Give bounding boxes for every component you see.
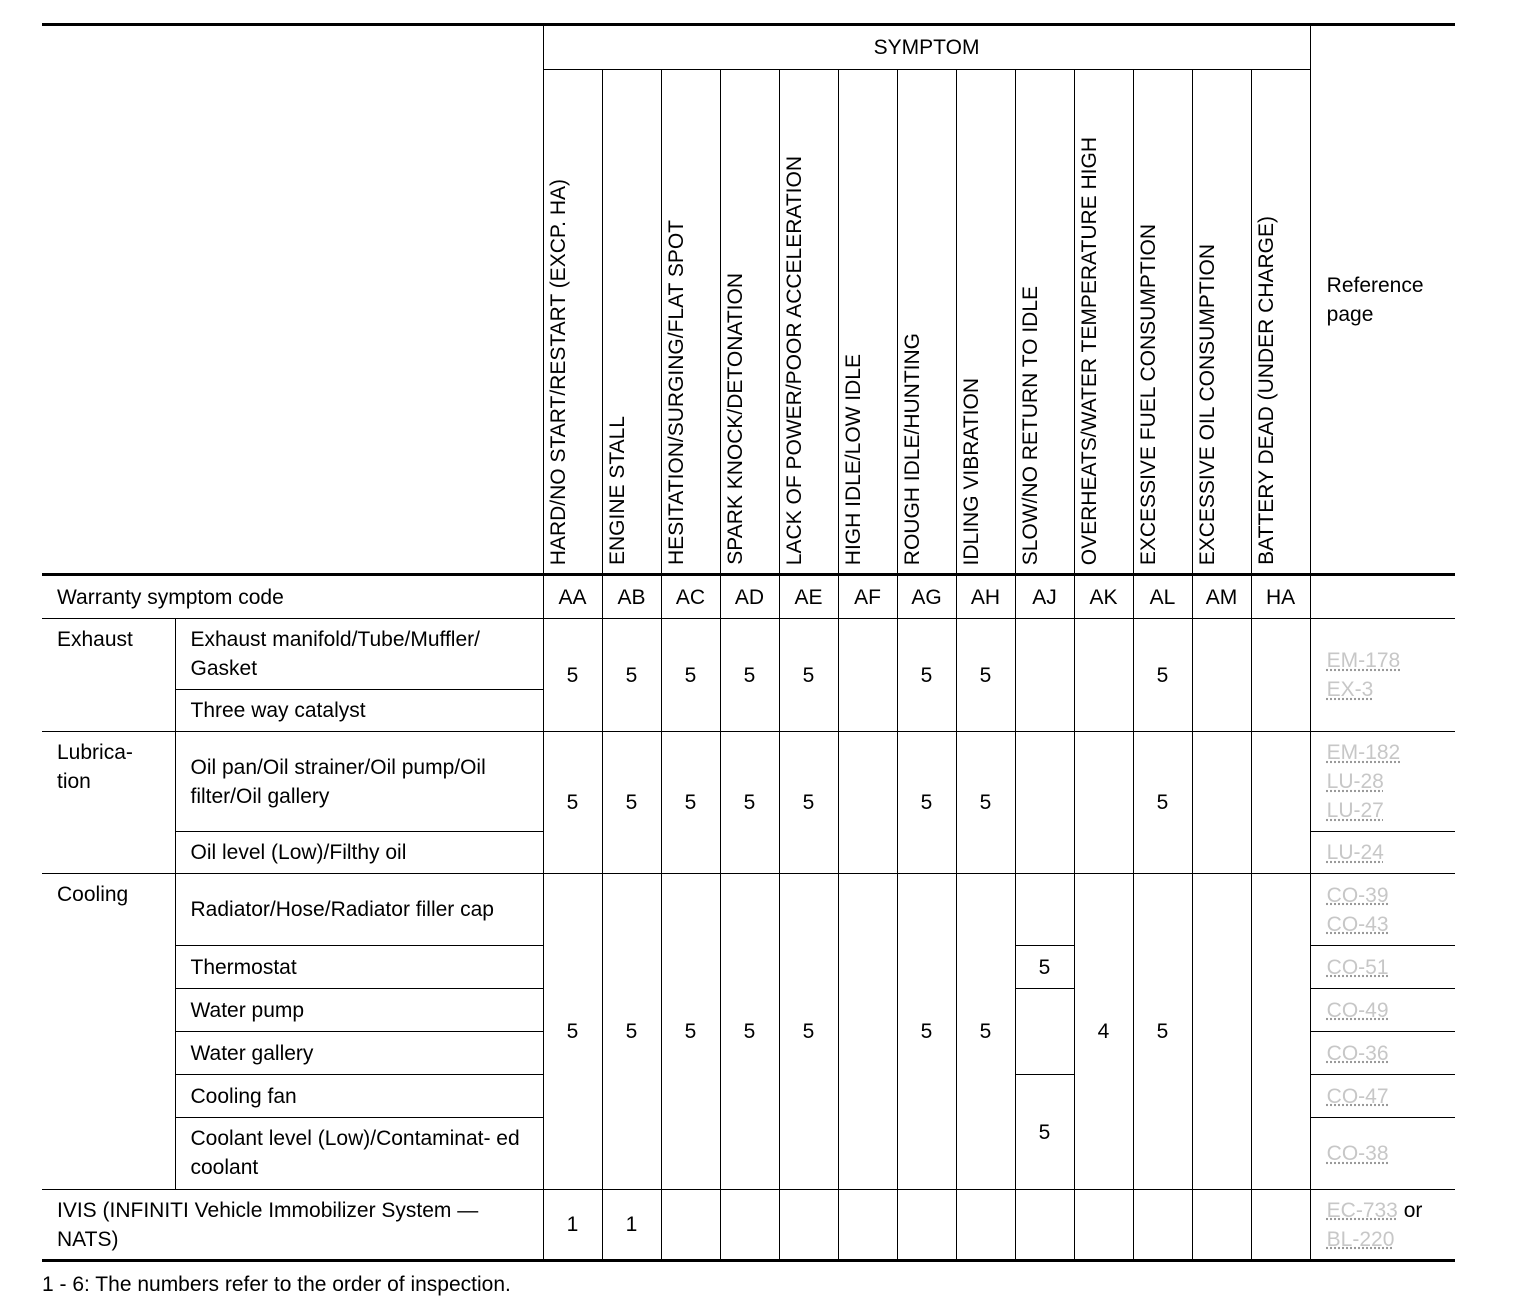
- ref-water-gallery: [1310, 1032, 1455, 1075]
- value-cell: [1251, 619, 1310, 732]
- value-cell-aj-radiator: [1015, 874, 1074, 946]
- value-cell: 4: [1074, 874, 1133, 1190]
- value-cell: [1074, 619, 1133, 732]
- value-cell: [1074, 1190, 1133, 1261]
- value-cell: 5: [1133, 619, 1192, 732]
- value-cell: 5: [661, 732, 720, 874]
- value-cell: 5: [779, 732, 838, 874]
- code-cell: AM: [1192, 575, 1251, 619]
- code-cell: AG: [897, 575, 956, 619]
- value-cell: [1192, 732, 1251, 874]
- ref-exhaust: [1310, 619, 1455, 732]
- value-cell: [838, 1190, 897, 1261]
- value-cell: [897, 1190, 956, 1261]
- code-cell: AK: [1074, 575, 1133, 619]
- footnote: 1 - 6: The numbers refer to the order of inspection.: [42, 1273, 511, 1296]
- group-cooling: Cooling: [42, 874, 175, 1190]
- ref-link[interactable]: EC-733: [1326, 1198, 1398, 1222]
- value-cell: [661, 1190, 720, 1261]
- ref-link[interactable]: CO-36: [1326, 1041, 1389, 1065]
- symptom-header-ab: ENGINE STALL: [602, 70, 661, 575]
- ref-water-pump: [1310, 989, 1455, 1032]
- value-cell: 5: [543, 732, 602, 874]
- value-cell: 5: [661, 874, 720, 1190]
- value-cell: [1015, 732, 1074, 874]
- value-cell: [1015, 1190, 1074, 1261]
- code-cell: AD: [720, 575, 779, 619]
- item-oil-level: Oil level (Low)/Filthy oil: [175, 832, 543, 874]
- symptom-table: [42, 23, 1455, 1262]
- value-cell: 5: [956, 732, 1015, 874]
- ref-link[interactable]: EM-182: [1326, 741, 1401, 764]
- ref-link[interactable]: CO-47: [1326, 1084, 1389, 1108]
- group-ivis: IVIS (INFINITI Vehicle Immobilizer System — NATS): [42, 1190, 543, 1261]
- value-cell: 5: [720, 619, 779, 732]
- value-cell: 5: [543, 619, 602, 732]
- reference-page-header: [1310, 25, 1455, 575]
- value-cell: [1251, 874, 1310, 1190]
- code-cell: AJ: [1015, 575, 1074, 619]
- item-cooling-fan: Cooling fan: [175, 1075, 543, 1118]
- code-cell: AA: [543, 575, 602, 619]
- item-coolant-level: Coolant level (Low)/Contaminat- ed coolant: [175, 1118, 543, 1190]
- item-thermostat: Thermostat: [175, 946, 543, 989]
- value-cell: 5: [956, 619, 1015, 732]
- symptom-header-ad: SPARK KNOCK/DETONATION: [720, 70, 779, 575]
- value-cell: 5: [720, 732, 779, 874]
- code-cell: AL: [1133, 575, 1192, 619]
- value-cell: [1192, 874, 1251, 1190]
- symptom-header-al: EXCESSIVE FUEL CONSUMPTION: [1133, 70, 1192, 575]
- value-cell: [779, 1190, 838, 1261]
- header-blank: [42, 25, 543, 575]
- symptom-header-af: HIGH IDLE/LOW IDLE: [838, 70, 897, 575]
- warranty-code-label: Warranty symptom code: [42, 575, 543, 619]
- code-cell-blank: [1310, 575, 1455, 619]
- code-cell: HA: [1251, 575, 1310, 619]
- symptom-header-aa: HARD/NO START/RESTART (EXCP. HA): [543, 70, 602, 575]
- value-cell: 5: [897, 874, 956, 1190]
- value-cell: [1074, 732, 1133, 874]
- ref-coolant-level: [1310, 1118, 1455, 1190]
- ref-radiator: [1310, 874, 1455, 946]
- ref-link[interactable]: BL-220: [1326, 1227, 1395, 1251]
- value-cell: [956, 1190, 1015, 1261]
- item-three-way-catalyst: Three way catalyst: [175, 690, 543, 732]
- value-cell: [838, 732, 897, 874]
- reference-page-label: Reference page: [1326, 273, 1424, 326]
- ref-link[interactable]: LU-24: [1326, 841, 1384, 864]
- code-cell: AE: [779, 575, 838, 619]
- value-cell: 5: [897, 732, 956, 874]
- value-cell: [1015, 619, 1074, 732]
- value-cell: 5: [779, 874, 838, 1190]
- value-cell: [1192, 619, 1251, 732]
- ref-cooling-fan: [1310, 1075, 1455, 1118]
- code-cell: AB: [602, 575, 661, 619]
- group-lubrication-label: Lubrica- tion: [57, 741, 133, 793]
- ref-link[interactable]: CO-49: [1326, 998, 1389, 1022]
- symptom-header-aj: SLOW/NO RETURN TO IDLE: [1015, 70, 1074, 575]
- value-cell: [1251, 732, 1310, 874]
- ref-lubrication-2: [1310, 832, 1455, 874]
- symptom-header-am: EXCESSIVE OIL CONSUMPTION: [1192, 70, 1251, 575]
- value-cell: 5: [779, 619, 838, 732]
- symptom-header-ak: OVERHEATS/WATER TEMPERATURE HIGH: [1074, 70, 1133, 575]
- symptom-header-ae: LACK OF POWER/POOR ACCELERATION: [779, 70, 838, 575]
- symptom-group-header: SYMPTOM: [543, 25, 1310, 70]
- value-cell: 5: [661, 619, 720, 732]
- item-water-gallery: Water gallery: [175, 1032, 543, 1075]
- ref-ivis: [1310, 1190, 1455, 1261]
- value-cell: 5: [956, 874, 1015, 1190]
- value-cell: [1251, 1190, 1310, 1261]
- ref-link[interactable]: CO-51: [1326, 955, 1389, 979]
- value-cell: 5: [602, 619, 661, 732]
- value-cell: 5: [720, 874, 779, 1190]
- item-exhaust-manifold: Exhaust manifold/Tube/Muffler/ Gasket: [175, 619, 543, 690]
- group-lubrication: [42, 732, 175, 874]
- item-radiator: Radiator/Hose/Radiator filler cap: [175, 874, 543, 946]
- value-cell: 5: [602, 732, 661, 874]
- item-water-pump: Water pump: [175, 989, 543, 1032]
- ref-link[interactable]: CO-39: [1326, 883, 1389, 907]
- ref-link[interactable]: LU-27: [1326, 799, 1384, 822]
- ref-link[interactable]: CO-38: [1326, 1142, 1389, 1165]
- value-cell: [1192, 1190, 1251, 1261]
- group-exhaust: Exhaust: [42, 619, 175, 732]
- value-cell: 5: [543, 874, 602, 1190]
- code-cell: AF: [838, 575, 897, 619]
- ref-link[interactable]: CO-43: [1326, 912, 1389, 936]
- value-cell: 5: [1133, 732, 1192, 874]
- value-cell-aj-pump-gallery: [1015, 989, 1074, 1075]
- value-cell: 5: [602, 874, 661, 1190]
- ref-thermostat: [1310, 946, 1455, 989]
- code-cell: AC: [661, 575, 720, 619]
- value-cell-aj-thermostat: 5: [1015, 946, 1074, 989]
- item-oil-pan: Oil pan/Oil strainer/Oil pump/Oil filter/Oil gallery: [175, 732, 543, 832]
- value-cell: [838, 874, 897, 1190]
- symptom-header-ag: ROUGH IDLE/HUNTING: [897, 70, 956, 575]
- value-cell: [720, 1190, 779, 1261]
- value-cell: 5: [897, 619, 956, 732]
- symptom-header-ah: IDLING VIBRATION: [956, 70, 1015, 575]
- value-cell: 1: [543, 1190, 602, 1261]
- ref-lubrication-1: [1310, 732, 1455, 832]
- ref-joiner: or: [1403, 1198, 1423, 1222]
- ref-link[interactable]: LU-28: [1326, 770, 1384, 793]
- value-cell-aj-fan-coolant: 5: [1015, 1075, 1074, 1190]
- value-cell: [838, 619, 897, 732]
- symptom-header-ac: HESITATION/SURGING/FLAT SPOT: [661, 70, 720, 575]
- code-cell: AH: [956, 575, 1015, 619]
- value-cell: 1: [602, 1190, 661, 1261]
- ref-link[interactable]: EM-178: [1326, 649, 1401, 672]
- value-cell: [1133, 1190, 1192, 1261]
- ref-link[interactable]: EX-3: [1326, 678, 1374, 701]
- symptom-header-ha: BATTERY DEAD (UNDER CHARGE): [1251, 70, 1310, 575]
- value-cell: 5: [1133, 874, 1192, 1190]
